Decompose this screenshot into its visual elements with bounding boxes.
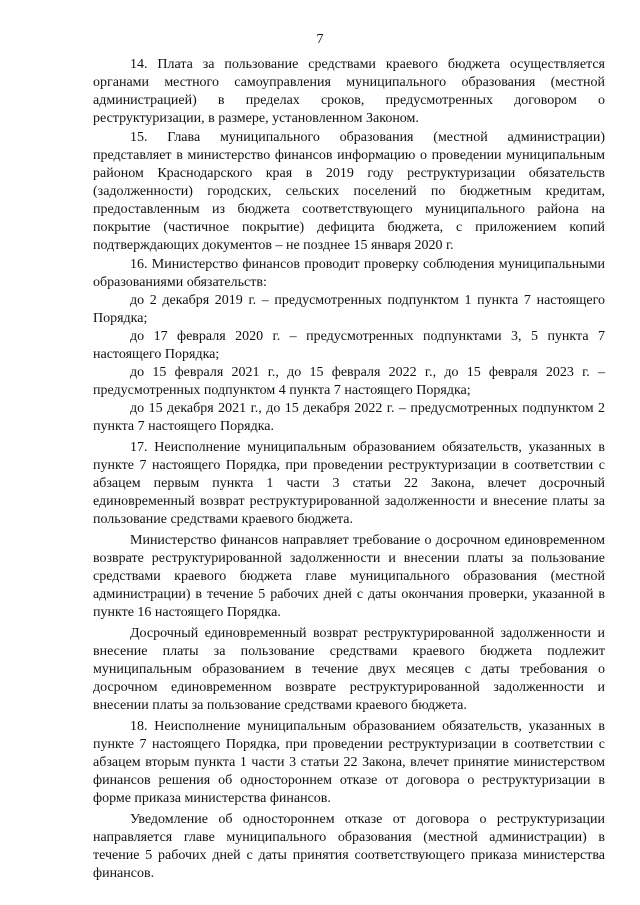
paragraph-16-item-1: до 2 декабря 2019 г. – предусмотренных подпунктом 1 пункта 7 настоящего Порядка; (93, 293, 605, 326)
paragraph-15: 15. Глава муниципального образования (местной администрации) представляет в министерство финансов информацию о проведении муниципальным районом Краснодарского края в 2019 году реструктуризации обязательств (задолженности) городских, сельских поселений по бюджетным кредитам, предоставленным из бюджета соответствующего муниципального района на покрытие (частичное покрытие) дефицита бюджета, с приложением копий подтверждающих документов – не позднее 15 января 2020 г. (93, 130, 605, 253)
paragraph-16-item-2: до 17 февраля 2020 г. – предусмотренных подпунктами 3, 5 пункта 7 настоящего Порядка; (93, 329, 605, 362)
paragraph-18: 18. Неисполнение муниципальным образованием обязательств, указанных в пункте 7 настоящего Порядка, при проведении реструктуризации в соответствии с абзацем вторым пункта 1 части 3 статьи 22 Закона, влечет принятие министерством финансов решения об одностороннем отказе от договора о реструктуризации в форме приказа министерства финансов. (93, 719, 605, 806)
paragraph-17-notice: Министерство финансов направляет требование о досрочном единовременном возврате реструктурированной задолженности и внесении платы за пользование средствами краевого бюджета главе муниципального образования (местной администрации) в течение 5 рабочих дней с даты окончания проверки, указанной в пункте 16 настоящего Порядка. (93, 533, 605, 620)
paragraph-17-repayment: Досрочный единовременный возврат реструктурированной задолженности и внесение платы за пользование средствами краевого бюджета подлежит муниципальным образованием в течение двух месяцев с даты требования о досрочном единовременном возврате реструктурированной задолженности и внесении платы за пользование средствами краевого бюджета. (93, 626, 605, 713)
page-number: 7 (316, 32, 324, 47)
paragraph-14: 14. Плата за пользование средствами краевого бюджета осуществляется органами местного самоуправления муниципального образования (местной администрацией) в пределах сроков, предусмотренных договором о реструктуризации, в размере, установленном Законом. (93, 57, 605, 126)
paragraph-17: 17. Неисполнение муниципальным образованием обязательств, указанных в пункте 7 настоящего Порядка, при проведении реструктуризации в соответствии с абзацем первым пункта 1 части 3 статьи 22 Закона, влечет досрочный единовременный возврат реструктурированной задолженности и внесение платы за пользование средствами краевого бюджета. (93, 440, 605, 527)
paragraph-16-item-3: до 15 февраля 2021 г., до 15 февраля 2022 г., до 15 февраля 2023 г. – предусмотренных подпунктом 4 пункта 7 настоящего Порядка; (93, 365, 605, 398)
paragraph-16: 16. Министерство финансов проводит проверку соблюдения муниципальными образованиями обязательств: (93, 257, 605, 290)
paragraph-18-notice: Уведомление об одностороннем отказе от договора о реструктуризации направляется главе муниципального образования (местной администрации) в течение 5 рабочих дней с даты принятия соответствующего приказа министерства финансов. (93, 812, 605, 881)
document-body (93, 56, 605, 883)
paragraph-16-item-4: до 15 декабря 2021 г., до 15 декабря 2022 г. – предусмотренных подпунктом 2 пункта 7 настоящего Порядка. (93, 401, 605, 434)
